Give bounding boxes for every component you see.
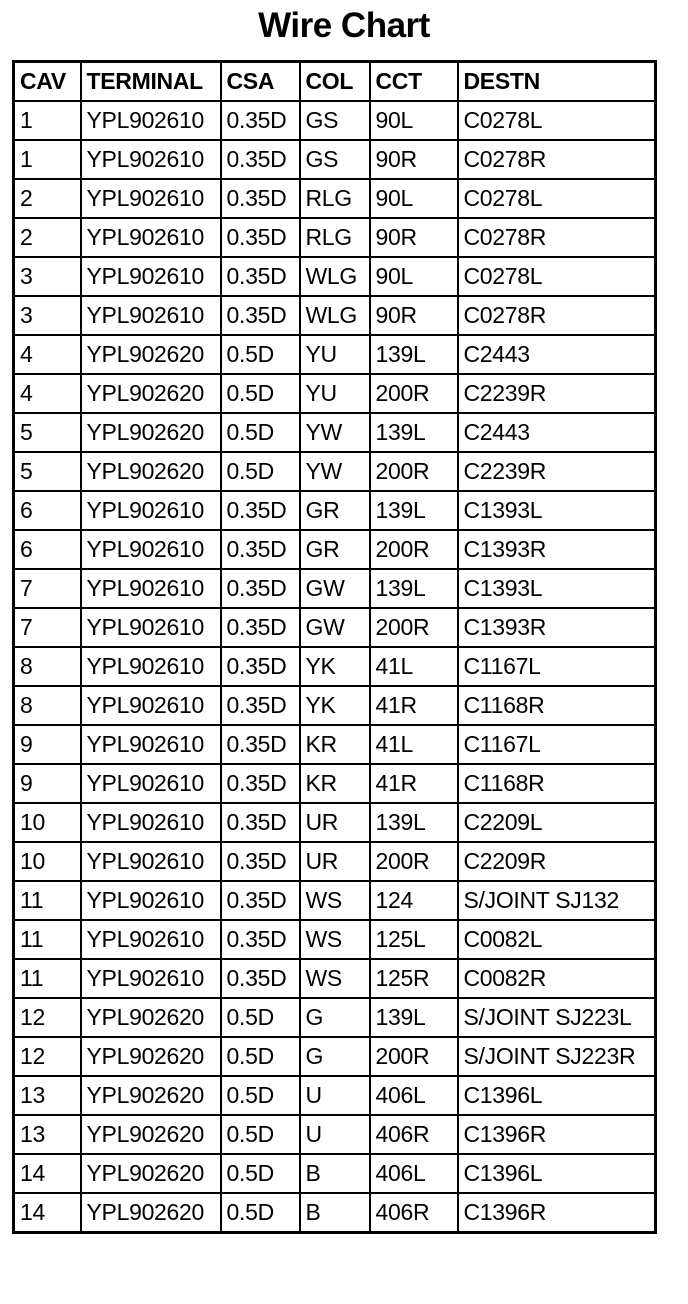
cell-destn: C1168R [458,764,656,803]
cell-cct: 90L [370,179,458,218]
cell-terminal: YPL902610 [81,608,221,647]
cell-cct: 200R [370,1037,458,1076]
cell-cct: 139L [370,413,458,452]
cell-csa: 0.35D [221,959,300,998]
table-row [14,1037,656,1076]
cell-terminal: YPL902610 [81,140,221,179]
cell-col: WS [300,920,370,959]
cell-terminal: YPL902610 [81,881,221,920]
cell-cav: 8 [14,647,81,686]
cell-destn: C0278R [458,140,656,179]
cell-cav: 1 [14,101,81,140]
cell-destn: C1167L [458,725,656,764]
table-row [14,1115,656,1154]
table-row [14,530,656,569]
cell-cav: 7 [14,608,81,647]
cell-destn: C1396R [458,1193,656,1233]
cell-destn: S/JOINT SJ132 [458,881,656,920]
cell-col: U [300,1115,370,1154]
table-row [14,569,656,608]
cell-destn: C2443 [458,335,656,374]
cell-cav: 5 [14,452,81,491]
cell-csa: 0.5D [221,452,300,491]
cell-csa: 0.35D [221,920,300,959]
cell-destn: C0278L [458,179,656,218]
column-header-col: COL [300,62,370,102]
cell-csa: 0.35D [221,686,300,725]
cell-destn: C0082L [458,920,656,959]
cell-destn: C1167L [458,647,656,686]
table-row [14,452,656,491]
cell-terminal: YPL902610 [81,725,221,764]
table-row [14,920,656,959]
cell-col: GW [300,608,370,647]
table-row [14,179,656,218]
cell-terminal: YPL902620 [81,998,221,1037]
cell-cct: 125L [370,920,458,959]
cell-csa: 0.5D [221,998,300,1037]
cell-destn: C0278R [458,296,656,335]
cell-terminal: YPL902610 [81,842,221,881]
cell-col: YU [300,335,370,374]
cell-csa: 0.35D [221,608,300,647]
cell-csa: 0.35D [221,179,300,218]
table-row [14,1193,656,1233]
wire-chart-table [12,60,657,1234]
cell-cav: 10 [14,842,81,881]
cell-terminal: YPL902610 [81,179,221,218]
table-header-row [14,62,656,102]
cell-terminal: YPL902610 [81,569,221,608]
cell-destn: C2239R [458,374,656,413]
cell-cav: 6 [14,491,81,530]
table-row [14,764,656,803]
cell-destn: C2239R [458,452,656,491]
cell-col: U [300,1076,370,1115]
cell-terminal: YPL902610 [81,257,221,296]
cell-terminal: YPL902620 [81,335,221,374]
cell-cav: 9 [14,764,81,803]
cell-destn: C1393L [458,569,656,608]
cell-destn: C2443 [458,413,656,452]
cell-cct: 90L [370,257,458,296]
cell-csa: 0.5D [221,1154,300,1193]
table-row [14,842,656,881]
cell-col: B [300,1193,370,1233]
cell-col: YK [300,647,370,686]
cell-csa: 0.5D [221,335,300,374]
cell-cav: 7 [14,569,81,608]
cell-csa: 0.5D [221,1076,300,1115]
table-row [14,413,656,452]
cell-terminal: YPL902620 [81,1037,221,1076]
cell-destn: C1393L [458,491,656,530]
cell-cct: 139L [370,569,458,608]
cell-cct: 406L [370,1076,458,1115]
cell-col: YU [300,374,370,413]
cell-cct: 200R [370,452,458,491]
cell-terminal: YPL902620 [81,1193,221,1233]
column-header-cav: CAV [14,62,81,102]
cell-csa: 0.5D [221,1193,300,1233]
cell-csa: 0.35D [221,725,300,764]
cell-cct: 90R [370,296,458,335]
cell-destn: C0082R [458,959,656,998]
cell-col: RLG [300,179,370,218]
table-row [14,335,656,374]
table-row [14,1076,656,1115]
cell-destn: C1393R [458,530,656,569]
cell-col: UR [300,803,370,842]
table-row [14,881,656,920]
cell-cct: 200R [370,608,458,647]
cell-col: WLG [300,296,370,335]
cell-csa: 0.35D [221,140,300,179]
cell-col: GR [300,530,370,569]
cell-terminal: YPL902610 [81,959,221,998]
cell-col: WS [300,959,370,998]
cell-col: GS [300,140,370,179]
table-row [14,101,656,140]
column-header-terminal: TERMINAL [81,62,221,102]
cell-csa: 0.35D [221,764,300,803]
cell-cav: 13 [14,1076,81,1115]
cell-destn: C1168R [458,686,656,725]
table-row [14,686,656,725]
cell-terminal: YPL902610 [81,647,221,686]
table-row [14,647,656,686]
table-row [14,959,656,998]
cell-csa: 0.35D [221,647,300,686]
cell-cav: 2 [14,218,81,257]
table-row [14,803,656,842]
cell-csa: 0.5D [221,413,300,452]
cell-cct: 200R [370,842,458,881]
cell-cav: 6 [14,530,81,569]
cell-destn: C0278R [458,218,656,257]
cell-terminal: YPL902610 [81,803,221,842]
cell-cct: 90R [370,218,458,257]
cell-csa: 0.35D [221,491,300,530]
cell-col: KR [300,764,370,803]
cell-terminal: YPL902620 [81,452,221,491]
cell-terminal: YPL902610 [81,920,221,959]
cell-col: GS [300,101,370,140]
cell-col: B [300,1154,370,1193]
cell-csa: 0.35D [221,803,300,842]
cell-cav: 9 [14,725,81,764]
cell-cav: 3 [14,296,81,335]
cell-terminal: YPL902620 [81,1115,221,1154]
table-row [14,1154,656,1193]
cell-terminal: YPL902620 [81,1076,221,1115]
cell-terminal: YPL902610 [81,491,221,530]
table-row [14,608,656,647]
cell-cav: 14 [14,1154,81,1193]
cell-destn: C1396L [458,1154,656,1193]
cell-col: YW [300,452,370,491]
cell-terminal: YPL902610 [81,101,221,140]
cell-terminal: YPL902610 [81,764,221,803]
cell-cav: 12 [14,1037,81,1076]
cell-cav: 4 [14,335,81,374]
cell-cav: 5 [14,413,81,452]
cell-csa: 0.35D [221,569,300,608]
table-row [14,296,656,335]
cell-cct: 41R [370,686,458,725]
cell-cct: 139L [370,335,458,374]
cell-col: YK [300,686,370,725]
table-row [14,998,656,1037]
cell-cav: 11 [14,920,81,959]
cell-col: RLG [300,218,370,257]
cell-destn: S/JOINT SJ223L [458,998,656,1037]
cell-destn: C0278L [458,257,656,296]
cell-cav: 1 [14,140,81,179]
cell-cct: 406R [370,1115,458,1154]
cell-cav: 8 [14,686,81,725]
column-header-cct: CCT [370,62,458,102]
table-row [14,140,656,179]
cell-col: GW [300,569,370,608]
column-header-csa: CSA [221,62,300,102]
cell-col: G [300,998,370,1037]
cell-destn: C2209R [458,842,656,881]
cell-cav: 11 [14,881,81,920]
table-row [14,218,656,257]
cell-col: G [300,1037,370,1076]
cell-col: WS [300,881,370,920]
cell-cct: 406L [370,1154,458,1193]
cell-destn: S/JOINT SJ223R [458,1037,656,1076]
cell-cav: 2 [14,179,81,218]
cell-csa: 0.35D [221,257,300,296]
cell-csa: 0.5D [221,1115,300,1154]
cell-terminal: YPL902620 [81,413,221,452]
cell-col: WLG [300,257,370,296]
cell-cct: 139L [370,998,458,1037]
cell-cct: 124 [370,881,458,920]
cell-cav: 14 [14,1193,81,1233]
table-body [14,101,656,1233]
cell-cct: 406R [370,1193,458,1233]
cell-cav: 13 [14,1115,81,1154]
table-row [14,725,656,764]
cell-cct: 41L [370,725,458,764]
cell-destn: C0278L [458,101,656,140]
cell-col: YW [300,413,370,452]
cell-cct: 200R [370,374,458,413]
cell-csa: 0.35D [221,296,300,335]
cell-col: UR [300,842,370,881]
cell-cav: 12 [14,998,81,1037]
cell-csa: 0.35D [221,218,300,257]
cell-col: GR [300,491,370,530]
column-header-destn: DESTN [458,62,656,102]
cell-cav: 10 [14,803,81,842]
cell-csa: 0.35D [221,101,300,140]
cell-destn: C2209L [458,803,656,842]
cell-terminal: YPL902610 [81,686,221,725]
cell-destn: C1396L [458,1076,656,1115]
cell-cct: 139L [370,491,458,530]
cell-csa: 0.5D [221,1037,300,1076]
cell-cct: 41R [370,764,458,803]
cell-col: KR [300,725,370,764]
cell-cav: 3 [14,257,81,296]
cell-terminal: YPL902610 [81,296,221,335]
cell-cct: 125R [370,959,458,998]
cell-destn: C1393R [458,608,656,647]
cell-terminal: YPL902610 [81,530,221,569]
table-row [14,257,656,296]
table-row [14,374,656,413]
cell-destn: C1396R [458,1115,656,1154]
cell-terminal: YPL902620 [81,1154,221,1193]
cell-terminal: YPL902620 [81,374,221,413]
cell-csa: 0.5D [221,374,300,413]
cell-csa: 0.35D [221,842,300,881]
cell-cct: 139L [370,803,458,842]
cell-cct: 41L [370,647,458,686]
cell-cct: 90L [370,101,458,140]
cell-cct: 90R [370,140,458,179]
cell-csa: 0.35D [221,530,300,569]
cell-cct: 200R [370,530,458,569]
table-row [14,491,656,530]
page-title: Wire Chart [258,6,430,45]
cell-cav: 11 [14,959,81,998]
cell-csa: 0.35D [221,881,300,920]
cell-cav: 4 [14,374,81,413]
cell-terminal: YPL902610 [81,218,221,257]
